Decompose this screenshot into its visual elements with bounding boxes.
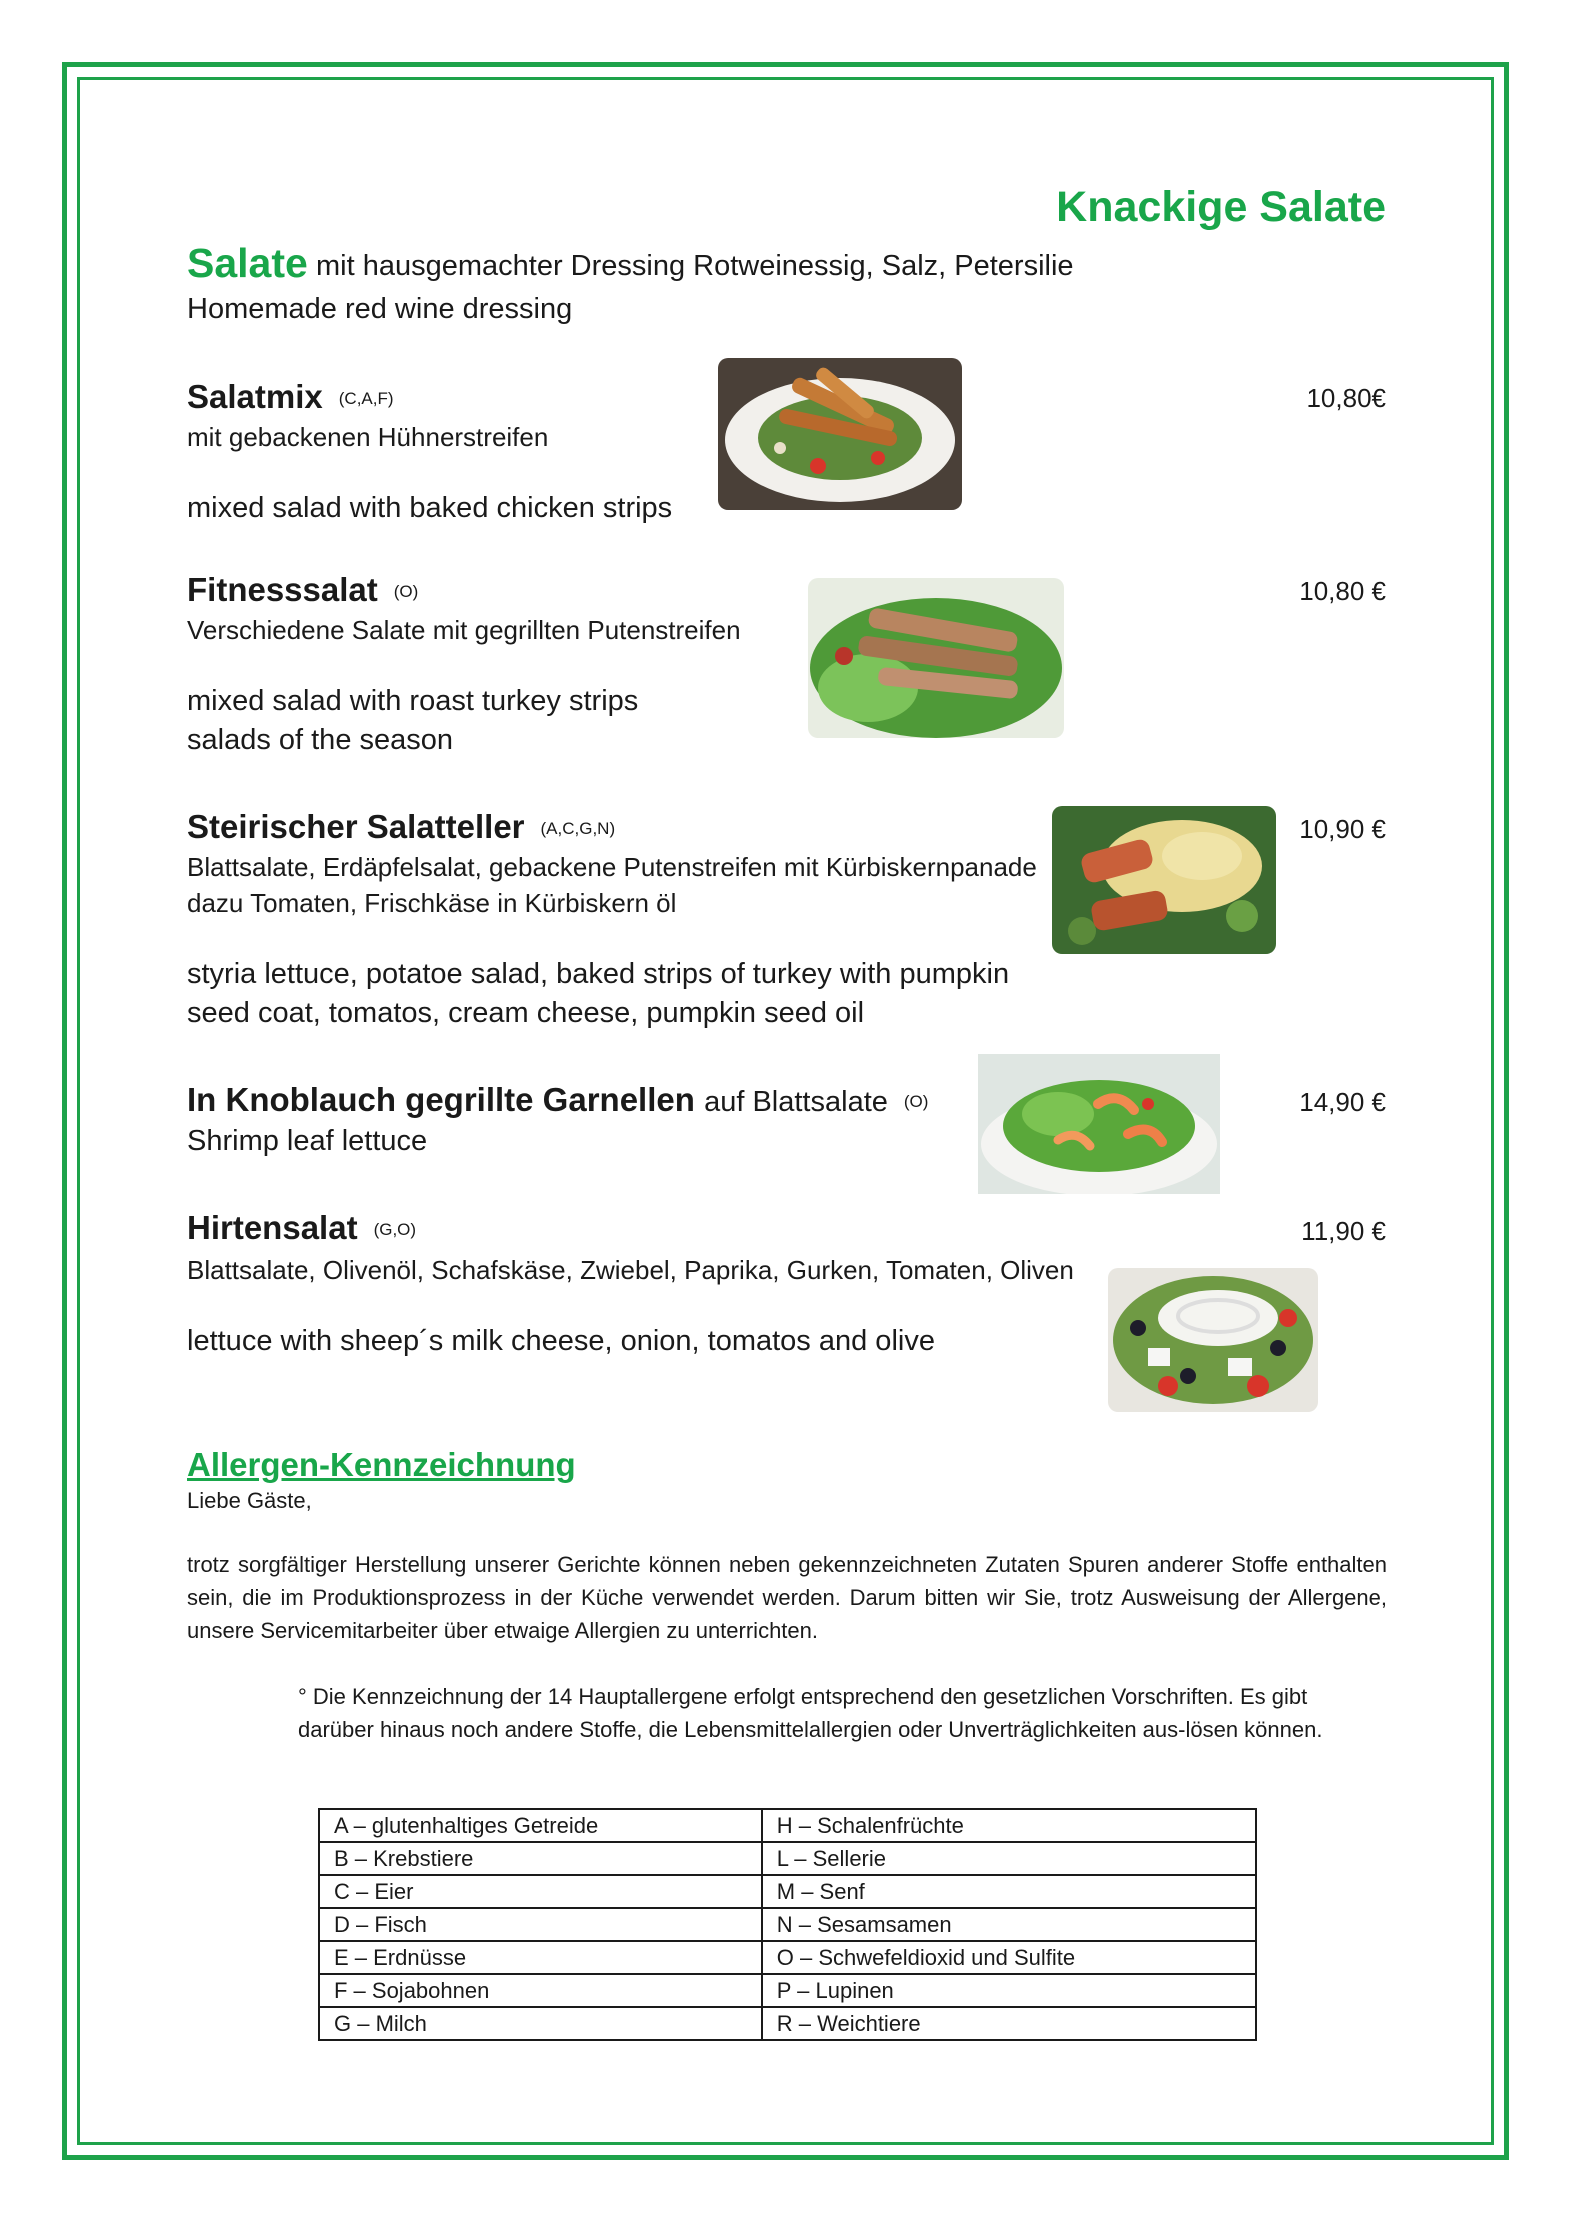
dish-price: 10,80€ [1306,383,1386,413]
dish-title: Hirtensalat [187,1209,358,1246]
dish-desc-de: Blattsalate, Olivenöl, Schafskäse, Zwiebel, Paprika, Gurken, Tomaten, Oliven [187,1255,1074,1285]
table-row [319,1842,1256,1875]
salatmix-photo [718,358,962,510]
allergen-cell: E – Erdnüsse [319,1941,762,1974]
dish-desc-de: mit gebackenen Hühnerstreifen [187,422,549,452]
table-row [319,1974,1256,2007]
allergen-cell: H – Schalenfrüchte [762,1809,1256,1842]
allergen-cell: P – Lupinen [762,1974,1256,2007]
allergen-cell: L – Sellerie [762,1842,1256,1875]
dish-desc-de: Blattsalate, Erdäpfelsalat, gebackene Putenstreifen mit Kürbiskernpanade [187,852,1037,882]
allergen-cell: M – Senf [762,1875,1256,1908]
dish-name-garnellen [187,1081,928,1119]
table-row [319,1908,1256,1941]
garnellen-photo [978,1054,1220,1194]
dish-title: In Knoblauch gegrillte Garnellen [187,1081,695,1118]
allergen-codes: (O) [903,1092,929,1112]
dish-name-salatmix [187,378,394,416]
dish-name-hirtensalat [187,1209,416,1247]
allergen-cell: F – Sojabohnen [319,1974,762,2007]
allergen-codes: (A,C,G,N) [540,819,616,839]
dish-desc-en: lettuce with sheep´s milk cheese, onion, tomatos and olive [187,1325,935,1357]
dish-name-steirischer-salatteller [187,808,615,846]
table-row [319,2007,1256,2040]
allergen-cell: D – Fisch [319,1908,762,1941]
dish-price: 10,80 € [1299,576,1386,606]
dish-desc-de: dazu Tomaten, Frischkäse in Kürbiskern öl [187,888,677,918]
salatteller-photo [1052,806,1276,954]
allergen-table [318,1808,1257,2041]
dish-title-plain: auf Blattsalate [704,1086,888,1118]
fitnesssalat-photo [808,578,1064,738]
dish-title: Steirischer Salatteller [187,808,525,845]
dish-desc-en: mixed salad with baked chicken strips [187,492,673,524]
dish-desc-en: seed coat, tomatos, cream cheese, pumpkin seed oil [187,997,865,1029]
dish-title: Salatmix [187,378,323,415]
table-row [319,1809,1256,1842]
hirtensalat-photo [1108,1268,1318,1412]
page-title: Knackige Salate [1056,183,1386,231]
allergen-cell: B – Krebstiere [319,1842,762,1875]
allergen-cell: C – Eier [319,1875,762,1908]
table-row [319,1941,1256,1974]
dish-price: 10,90 € [1299,814,1386,844]
section-title: Salate [187,240,308,286]
allergen-codes: (G,O) [373,1220,417,1240]
dish-desc-en: Shrimp leaf lettuce [187,1125,428,1157]
allergen-cell: G – Milch [319,2007,762,2040]
allergen-note: ° Die Kennzeichnung der 14 Hauptallergene erfolgt entsprechend den gesetzlichen Vorschriften. Es gibt darüber hinaus noch andere Stoffe, die Lebensmittelallergien oder Unverträglichkeiten aus-lösen können. [298,1684,1323,1742]
dish-desc-en: styria lettuce, potatoe salad, baked strips of turkey with pumpkin [187,958,1010,990]
dish-price: 11,90 € [1301,1216,1386,1246]
allergen-codes: (C,A,F) [338,389,394,409]
allergen-codes: (O) [393,582,419,602]
dish-name-fitnesssalat [187,571,418,609]
allergen-cell: R – Weichtiere [762,2007,1256,2040]
dish-desc-de: Verschiedene Salate mit gegrillten Putenstreifen [187,615,741,645]
allergen-greeting: Liebe Gäste, [187,1488,312,1513]
allergen-cell: O – Schwefeldioxid und Sulfite [762,1941,1256,1974]
allergen-section-title: Allergen-Kennzeichnung [187,1446,576,1483]
allergen-cell: N – Sesamsamen [762,1908,1256,1941]
section-subtitle-de: mit hausgemachter Dressing Rotweinessig, Salz, Petersilie [316,250,1074,282]
allergen-paragraph: trotz sorgfältiger Herstellung unserer Gerichte können neben gekennzeichneten Zutaten Spuren anderer Stoffe enthalten sein, die im Produktionsprozess in der Küche verwendet werden. Darum bitten wir Sie, trotz Ausweisung der Allergene, unsere Servicemitarbeiter über etwaige Allergien zu unterrichten. [187,1552,1387,1643]
dish-price: 14,90 € [1299,1087,1386,1117]
allergen-cell: A – glutenhaltiges Getreide [319,1809,762,1842]
dish-desc-en: mixed salad with roast turkey strips [187,685,639,717]
dish-desc-en: salads of the season [187,724,454,756]
section-subtitle-en: Homemade red wine dressing [187,293,573,325]
table-row [319,1875,1256,1908]
dish-title: Fitnesssalat [187,571,378,608]
